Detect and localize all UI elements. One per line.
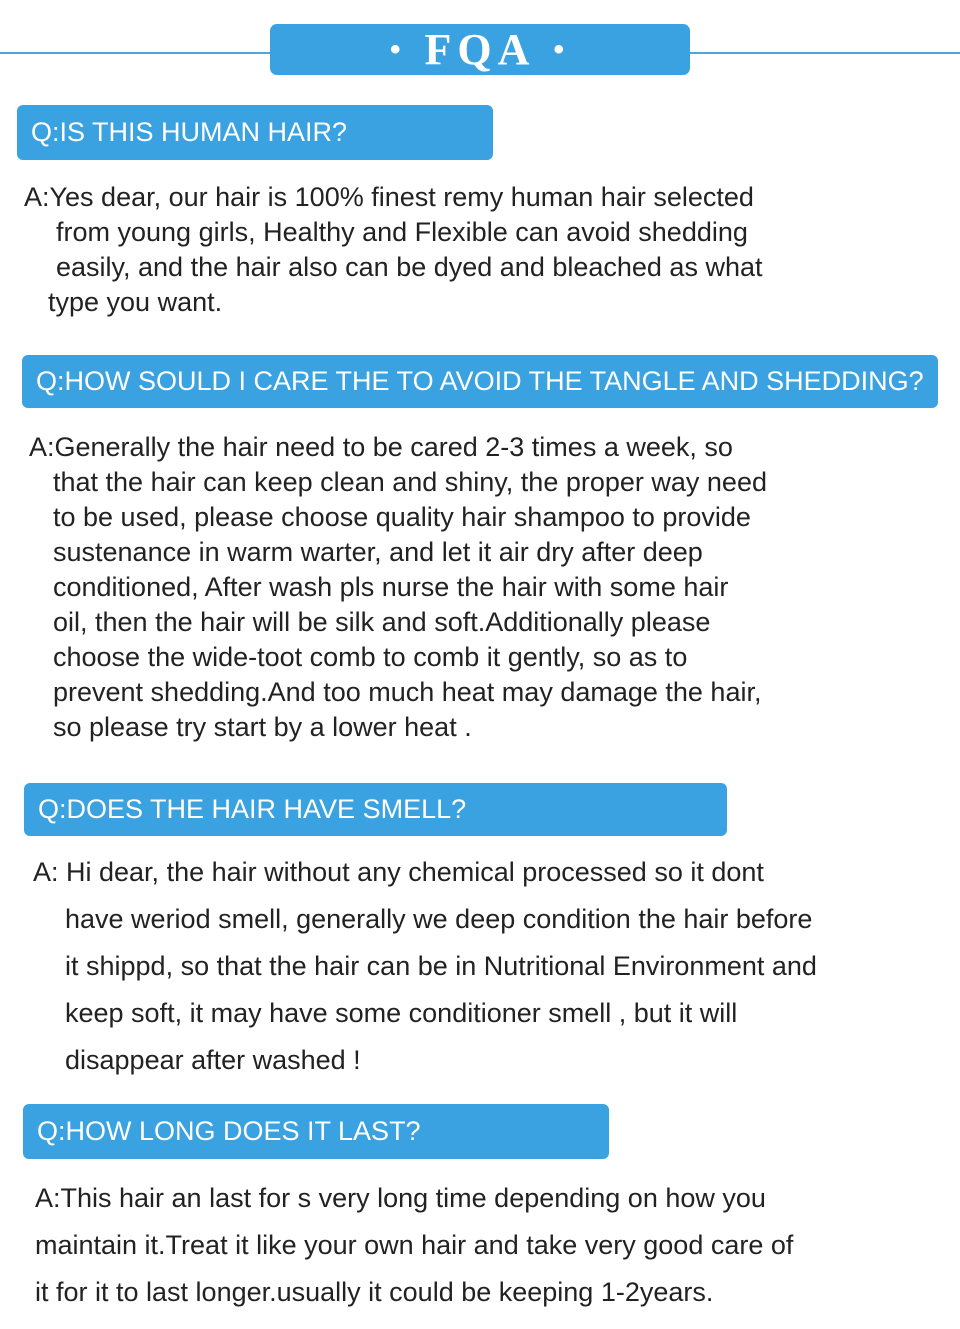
answer-block-2: [29, 430, 767, 745]
answer-line: disappear after washed !: [65, 1045, 361, 1075]
answer-line: oil, then the hair will be silk and soft.Additionally please: [53, 607, 711, 637]
faq-header-banner: [270, 24, 690, 75]
answer-line: easily, and the hair also can be dyed and bleached as what: [56, 252, 763, 282]
answer-line: have weriod smell, generally we deep condition the hair before: [65, 904, 813, 934]
answer-block-3: [33, 849, 817, 1084]
answer-line: to be used, please choose quality hair shampoo to provide: [53, 502, 751, 532]
answer-line: A:This hair an last for s very long time depending on how you: [35, 1183, 766, 1213]
answer-line: from young girls, Healthy and Flexible can avoid shedding: [56, 217, 748, 247]
answer-line: type you want.: [48, 287, 223, 317]
question-bar-1: [17, 105, 493, 160]
question-bar-2: [22, 355, 938, 408]
page-title: FQA: [424, 25, 536, 74]
answer-line: it shippd, so that the hair can be in Nutritional Environment and: [65, 951, 817, 981]
answer-line: choose the wide-toot comb to comb it gently, so as to: [53, 642, 688, 672]
header-rule-left: [0, 52, 272, 54]
answer-line: maintain it.Treat it like your own hair and take very good care of: [35, 1230, 794, 1260]
answer-line: prevent shedding.And too much heat may damage the hair,: [53, 677, 762, 707]
question-text: Q:HOW SOULD I CARE THE TO AVOID THE TANGLE AND SHEDDING?: [36, 366, 924, 396]
answer-line: A: Hi dear, the hair without any chemical processed so it dont: [33, 857, 764, 887]
answer-block-4: [35, 1175, 793, 1316]
answer-line: so please try start by a lower heat .: [53, 712, 472, 742]
answer-line: conditioned, After wash pls nurse the hair with some hair: [53, 572, 729, 602]
answer-block-1: [24, 180, 762, 320]
header-rule-right: [688, 52, 960, 54]
answer-line: that the hair can keep clean and shiny, the proper way need: [53, 467, 767, 497]
question-text: Q:IS THIS HUMAN HAIR?: [31, 117, 348, 147]
answer-line: A:Generally the hair need to be cared 2-3 times a week, so: [29, 432, 733, 462]
question-bar-3: [24, 783, 727, 836]
bullet-right: •: [553, 32, 570, 66]
answer-line: keep soft, it may have some conditioner smell , but it will: [65, 998, 738, 1028]
question-text: Q:DOES THE HAIR HAVE SMELL?: [38, 794, 467, 824]
question-bar-4: [23, 1104, 609, 1159]
answer-line: sustenance in warm warter, and let it air dry after deep: [53, 537, 703, 567]
bullet-left: •: [390, 32, 407, 66]
question-text: Q:HOW LONG DOES IT LAST?: [37, 1116, 421, 1146]
answer-line: A:Yes dear, our hair is 100% finest remy human hair selected: [24, 182, 754, 212]
answer-line: it for it to last longer.usually it could be keeping 1-2years.: [35, 1277, 714, 1307]
